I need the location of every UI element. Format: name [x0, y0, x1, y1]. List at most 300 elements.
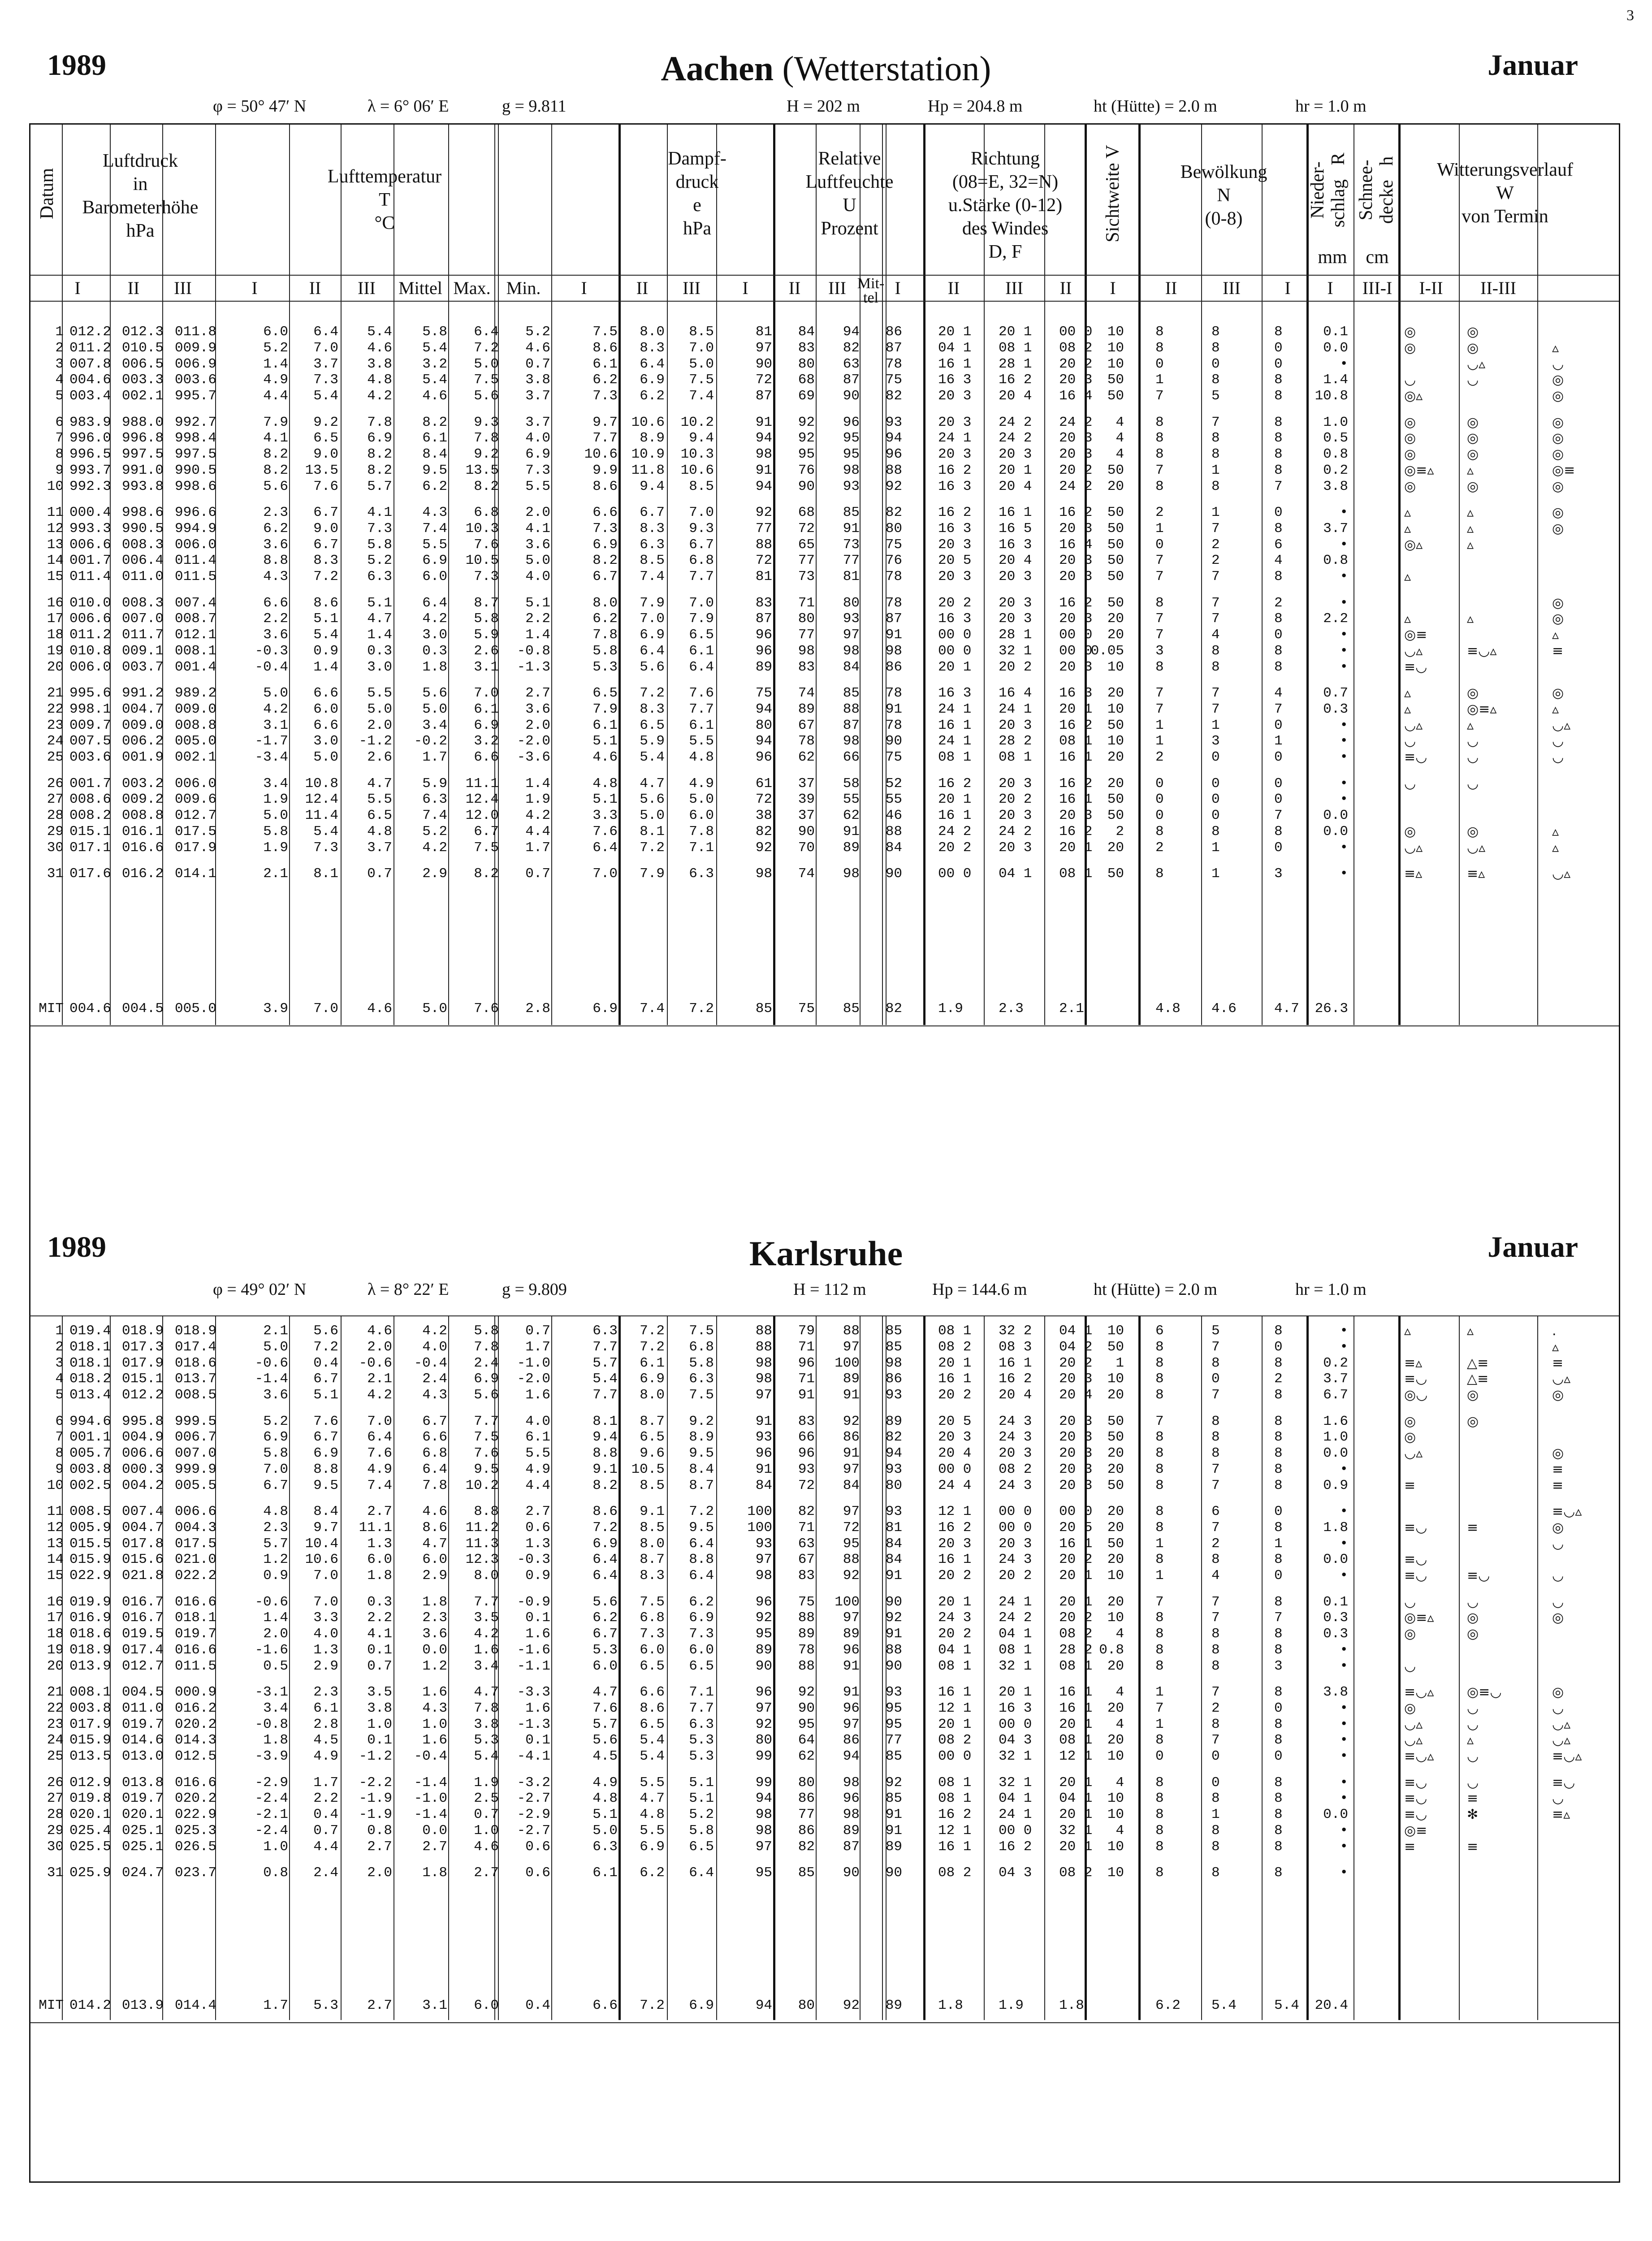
cell: 8.3 — [640, 340, 665, 356]
cell: 0 — [1211, 775, 1220, 792]
cell: 94 — [885, 1445, 902, 1462]
cell: 16 2 — [999, 372, 1032, 388]
cell: 91 — [885, 627, 902, 643]
cell: 7.3 — [367, 520, 392, 536]
cell: 0.6 — [525, 1865, 550, 1881]
cell: 014.2 — [69, 1998, 111, 2013]
cell: 62 — [843, 808, 860, 824]
cell: 2 — [1155, 749, 1164, 766]
cell: 5.4 — [313, 388, 338, 404]
cell: 2 — [1155, 505, 1164, 520]
row-date: 21 — [47, 685, 64, 701]
cell: 6.4 — [640, 643, 665, 659]
cell: 1 — [1274, 1536, 1283, 1552]
cell: 015.6 — [121, 1552, 164, 1568]
cell: ◡ — [1404, 775, 1416, 792]
cell: 4 — [1211, 1568, 1220, 1584]
cell: 77 — [885, 1732, 902, 1748]
data-row — [30, 659, 1619, 675]
cell: ◎ — [1552, 478, 1564, 494]
cell: 6.1 — [313, 1700, 338, 1716]
cell: -2.7 — [517, 1822, 550, 1839]
cell: 011.5 — [174, 569, 216, 585]
cell: ◎ — [1404, 1626, 1416, 1642]
row-date: 15 — [47, 1568, 64, 1584]
row-date: 9 — [55, 462, 64, 478]
cell: 995.7 — [174, 388, 216, 404]
cell: 1 — [1155, 1684, 1164, 1700]
cell: 16 2 — [1059, 595, 1093, 611]
cell: 80 — [843, 595, 860, 611]
latitude: φ = 50° 47′ N — [213, 97, 307, 116]
cell: 3.1 — [474, 659, 499, 675]
cell: 0.2 — [1323, 1355, 1348, 1371]
cell: 96 — [798, 1355, 815, 1371]
cell: 91 — [755, 1461, 772, 1477]
cell: ◎ — [1552, 430, 1564, 446]
cell: 3.8 — [1323, 1684, 1348, 1700]
cell: 6 — [1211, 1504, 1220, 1519]
unit-mm: mm — [1318, 247, 1347, 268]
cell: 97 — [843, 1461, 860, 1477]
cell: 16 1 — [1059, 792, 1093, 808]
cell: 20 3 — [1059, 553, 1093, 569]
cell: 3.7 — [367, 839, 392, 856]
cell: 16 2 — [938, 505, 972, 520]
cell: 1.0 — [367, 1716, 392, 1732]
cell: 019.7 — [121, 1791, 164, 1807]
row-date: 18 — [47, 627, 64, 643]
cell: 0.4 — [313, 1807, 338, 1823]
cell: 1.9 — [525, 792, 550, 808]
cell: 85 — [843, 685, 860, 701]
cell: 16 1 — [938, 1552, 972, 1568]
cell: 7.7 — [474, 1594, 499, 1610]
cell: 1 — [1211, 462, 1220, 478]
month: Januar — [1488, 1231, 1578, 1263]
cell: 5.1 — [592, 1807, 618, 1823]
cell: 004.5 — [121, 1684, 164, 1700]
cell: 6.6 — [263, 595, 288, 611]
cell: ◎ — [1552, 1610, 1564, 1626]
cell: 0.3 — [1323, 701, 1348, 717]
cell: 8 — [1274, 1445, 1283, 1462]
cell: ◎ — [1552, 1387, 1564, 1403]
cell: 019.7 — [174, 1626, 216, 1642]
cell: 1.0 — [422, 1716, 447, 1732]
cell: 87 — [885, 340, 902, 356]
cell: 08 2 — [1059, 340, 1093, 356]
cell: 7.0 — [592, 866, 618, 882]
cell: 007.4 — [121, 1504, 164, 1519]
cell: 92 — [843, 1568, 860, 1584]
cell: 4 — [1116, 1822, 1124, 1839]
cell: 010.0 — [69, 595, 111, 611]
cell: 019.9 — [69, 1594, 111, 1610]
data-row — [30, 537, 1619, 552]
cell: 90 — [798, 1700, 815, 1716]
cell: 3.8 — [367, 356, 392, 372]
cell: 7 — [1211, 595, 1220, 611]
cell: 10 — [1107, 324, 1124, 340]
cell: 6.8 — [474, 505, 499, 520]
cell: 0 — [1274, 717, 1283, 733]
cell: 5.2 — [367, 553, 392, 569]
cell: 20 2 — [1059, 1355, 1093, 1371]
cell: 004.5 — [121, 1001, 164, 1017]
cell: 8.2 — [367, 462, 392, 478]
cell: 6.6 — [474, 749, 499, 766]
row-date: 4 — [55, 372, 64, 388]
cell: 4.7 — [367, 775, 392, 792]
cell: ◡ — [1467, 372, 1479, 388]
cell: 85 — [798, 1865, 815, 1881]
cell: 025.1 — [121, 1822, 164, 1839]
cell: 24 3 — [999, 1429, 1032, 1445]
cell: 89 — [885, 1413, 902, 1429]
cell: 92 — [843, 1413, 860, 1429]
cell: 72 — [798, 520, 815, 536]
cell: 20 2 — [938, 1626, 972, 1642]
gravity: g = 9.811 — [502, 97, 567, 116]
cell: 998.4 — [174, 430, 216, 446]
cell: 4.2 — [367, 1387, 392, 1403]
subheader: I-II — [1419, 278, 1443, 298]
cell: 91 — [843, 823, 860, 839]
cell: 8 — [1211, 1839, 1220, 1855]
cell: 16 2 — [1059, 717, 1093, 733]
cell: 4.2 — [422, 839, 447, 856]
cell: 8.1 — [592, 1413, 618, 1429]
cell: ◎▵ — [1404, 388, 1423, 404]
cell: 08 1 — [999, 749, 1032, 766]
cell: 98 — [843, 866, 860, 882]
cell: 6.7 — [1323, 1387, 1348, 1403]
cell: 997.5 — [121, 446, 164, 463]
cell: 98 — [798, 643, 815, 659]
cell: 4.8 — [367, 823, 392, 839]
cell: 009.0 — [121, 717, 164, 733]
cell: 8.1 — [640, 823, 665, 839]
cell: • — [1340, 866, 1348, 882]
cell: 8 — [1274, 1477, 1283, 1493]
cell: 8.8 — [263, 553, 288, 569]
cell: 0 — [1155, 1748, 1164, 1765]
cell: 24 2 — [999, 430, 1032, 446]
cell: 1.2 — [263, 1552, 288, 1568]
data-row — [30, 685, 1619, 701]
cell: 7.6 — [474, 536, 499, 553]
cell: 007.4 — [174, 595, 216, 611]
cell: 66 — [843, 749, 860, 766]
row-date: 9 — [55, 1461, 64, 1477]
cell: 55 — [843, 792, 860, 808]
cell: 7.6 — [367, 1445, 392, 1462]
cell: 5.3 — [592, 659, 618, 675]
page-number: 3 — [1626, 7, 1634, 24]
cell: 2.6 — [474, 643, 499, 659]
cell: 5.5 — [640, 1822, 665, 1839]
cell: 5.1 — [367, 595, 392, 611]
data-row — [30, 1658, 1619, 1674]
row-date: 2 — [55, 340, 64, 356]
cell: 7 — [1274, 808, 1283, 824]
cell: 5.6 — [474, 1387, 499, 1403]
cell: ◎ — [1467, 324, 1479, 340]
header-luftdruck: Luftdruck in Barometerhöhe hPa — [82, 151, 199, 241]
cell: 00 0 — [1059, 324, 1093, 340]
cell: 16 2 — [938, 775, 972, 792]
cell: 2.4 — [313, 1865, 338, 1881]
cell: ▵ — [1552, 1339, 1559, 1355]
cell: 5.5 — [525, 1445, 550, 1462]
cell: 006.0 — [174, 536, 216, 553]
cell: ◎ — [1552, 1684, 1564, 1700]
cell: 20 1 — [938, 1594, 972, 1610]
row-date: 29 — [47, 1822, 64, 1839]
row-date: 8 — [55, 446, 64, 463]
cell: 00 0 — [938, 1748, 972, 1765]
cell: 7.7 — [592, 1339, 618, 1355]
cell: 7 — [1155, 1413, 1164, 1429]
cell: ◡ — [1552, 1594, 1564, 1610]
cell: ◡▵ — [1404, 1716, 1423, 1732]
data-row — [30, 553, 1619, 568]
cell: 8.7 — [640, 1413, 665, 1429]
row-date: 13 — [47, 536, 64, 553]
cell: 8.6 — [640, 1700, 665, 1716]
cell: 5.8 — [689, 1355, 714, 1371]
cell: 9.7 — [592, 414, 618, 430]
cell: 96 — [885, 446, 902, 463]
cell: 96 — [755, 1684, 772, 1700]
cell: 75 — [885, 749, 902, 766]
data-row — [30, 808, 1619, 823]
cell: 7.7 — [689, 569, 714, 585]
cell: 81 — [885, 1519, 902, 1536]
cell: 7.2 — [640, 1998, 665, 2013]
cell: 5.6 — [592, 1732, 618, 1748]
subheader: Mit- tel — [857, 275, 885, 306]
cell: 20 1 — [999, 462, 1032, 478]
cell: 0.8 — [1323, 553, 1348, 569]
row-date: 21 — [47, 1684, 64, 1700]
cell: 0.0 — [1323, 1552, 1348, 1568]
row-date: 15 — [47, 569, 64, 585]
cell: 2.2 — [367, 1610, 392, 1626]
cell: 75 — [798, 1001, 815, 1017]
cell: 8.0 — [640, 324, 665, 340]
cell: 5.4 — [474, 1748, 499, 1765]
cell: 37 — [798, 775, 815, 792]
cell: 50 — [1107, 1477, 1124, 1493]
cell: ▵ — [1552, 340, 1559, 356]
data-row — [30, 1732, 1619, 1748]
cell: • — [1340, 1700, 1348, 1716]
cell: ≡◡ — [1404, 749, 1427, 766]
station-name: Aachen — [661, 49, 774, 88]
cell: 3.7 — [525, 388, 550, 404]
cell: ≡ — [1467, 1519, 1479, 1536]
cell: 74 — [798, 866, 815, 882]
cell: 6.9 — [592, 536, 618, 553]
cell: 8 — [1155, 1339, 1164, 1355]
cell: -1.1 — [517, 1658, 550, 1674]
cell: 992.7 — [174, 414, 216, 430]
subheader: I — [742, 278, 748, 298]
cell: 4.0 — [525, 569, 550, 585]
data-row — [30, 718, 1619, 733]
cell: 7 — [1155, 569, 1164, 585]
cell: 88 — [755, 1323, 772, 1339]
cell: 988.0 — [121, 414, 164, 430]
data-row — [30, 1520, 1619, 1535]
cell: 5.5 — [525, 478, 550, 494]
cell: 7.2 — [640, 1323, 665, 1339]
cell: -2.0 — [517, 1371, 550, 1387]
cell: 16 2 — [999, 1839, 1032, 1855]
data-row — [30, 372, 1619, 387]
cell: 004.2 — [121, 1477, 164, 1493]
cell: 012.3 — [121, 324, 164, 340]
cell: 90 — [798, 478, 815, 494]
cell: 7.3 — [640, 1626, 665, 1642]
row-date: 25 — [47, 1748, 64, 1765]
cell: ▵ — [1467, 520, 1474, 536]
cell: 018.9 — [121, 1323, 164, 1339]
cell: 7.2 — [474, 340, 499, 356]
cell: 9.2 — [313, 414, 338, 430]
cell: 20 1 — [1059, 839, 1093, 856]
cell: ◡ — [1404, 733, 1416, 749]
cell: 4.6 — [367, 1001, 392, 1017]
cell: ◡▵ — [1552, 866, 1571, 882]
cell: 11.2 — [465, 1519, 499, 1536]
cell: 8.9 — [689, 1429, 714, 1445]
cell: 6.1 — [689, 643, 714, 659]
subheader: III-I — [1362, 278, 1393, 298]
subheader: III — [1005, 278, 1023, 298]
cell: 013.4 — [69, 1387, 111, 1403]
cell: 9.9 — [592, 462, 618, 478]
cell: 5.4 — [640, 749, 665, 766]
cell: ▵ — [1467, 536, 1474, 553]
cell: 7 — [1211, 1477, 1220, 1493]
cell: 04 3 — [999, 1865, 1032, 1881]
cell: ▵ — [1467, 1323, 1474, 1339]
cell: 5.0 — [263, 685, 288, 701]
cell: 7.2 — [689, 1504, 714, 1519]
cell: 0 — [1155, 808, 1164, 824]
cell: ▵ — [1467, 611, 1474, 627]
cell: 20 3 — [999, 1536, 1032, 1552]
cell: 7.8 — [592, 627, 618, 643]
cell: 7.0 — [689, 340, 714, 356]
cell: 20 1 — [999, 1684, 1032, 1700]
cell: 82 — [885, 1429, 902, 1445]
cell: 7.3 — [592, 388, 618, 404]
cell: ◎ — [1404, 478, 1416, 494]
cell: 90 — [755, 356, 772, 372]
cell: 0.7 — [367, 866, 392, 882]
cell: 004.7 — [121, 701, 164, 717]
cell: 16 1 — [1059, 1684, 1093, 1700]
cell: 10.5 — [465, 553, 499, 569]
cell: 8 — [1274, 1716, 1283, 1732]
cell: 1 — [1211, 717, 1220, 733]
cell: ▵ — [1404, 520, 1411, 536]
cell: 005.0 — [174, 733, 216, 749]
cell: 8 — [1155, 1461, 1164, 1477]
cell: 7 — [1211, 414, 1220, 430]
cell: ◎◡ — [1404, 1387, 1428, 1403]
cell: 16 2 — [1059, 775, 1093, 792]
cell: 5.7 — [592, 1716, 618, 1732]
cell: 1.8 — [263, 1732, 288, 1748]
cell: 85 — [843, 1001, 860, 1017]
cell: 7 — [1211, 1461, 1220, 1477]
cell: 89 — [843, 1371, 860, 1387]
cell: 20 3 — [938, 446, 972, 463]
cell: 94 — [755, 478, 772, 494]
row-date: 30 — [47, 1839, 64, 1855]
cell: 6.4 — [474, 324, 499, 340]
cell: • — [1340, 1536, 1348, 1552]
cell: 20 — [1107, 1461, 1124, 1477]
cell: 20 3 — [938, 536, 972, 553]
cell: 6.2 — [640, 1865, 665, 1881]
cell: 007.8 — [69, 356, 111, 372]
cell: 011.0 — [121, 569, 164, 585]
cell: 97 — [755, 340, 772, 356]
cell: 018.6 — [69, 1626, 111, 1642]
row-date: 14 — [47, 1552, 64, 1568]
cell: 8.0 — [640, 1387, 665, 1403]
cell: ◡▵ — [1404, 1732, 1423, 1748]
cell: 20 — [1107, 478, 1124, 494]
row-date: 16 — [47, 1594, 64, 1610]
cell: 5.0 — [422, 1001, 447, 1017]
cell: 8 — [1155, 324, 1164, 340]
cell: 7.6 — [474, 1001, 499, 1017]
data-row — [30, 1642, 1619, 1657]
cell: 4.2 — [367, 388, 392, 404]
cell: 5.6 — [422, 685, 447, 701]
cell: 5.0 — [525, 553, 550, 569]
height: H = 202 m — [787, 97, 860, 116]
cell: 5.4 — [592, 1371, 618, 1387]
cell: 3.5 — [367, 1684, 392, 1700]
cell: 006.7 — [174, 1429, 216, 1445]
cell: ◎ — [1467, 1626, 1479, 1642]
cell: 8 — [1274, 1429, 1283, 1445]
cell: 6.2 — [592, 611, 618, 627]
cell: ≡◡ — [1404, 1371, 1427, 1387]
cell: 017.9 — [69, 1716, 111, 1732]
cell: 8 — [1155, 659, 1164, 675]
cell: 8.8 — [474, 1504, 499, 1519]
cell: 0.1 — [1323, 324, 1348, 340]
cell: ◎≡ — [1552, 462, 1575, 478]
cell: 20 1 — [938, 792, 972, 808]
cell: -2.7 — [517, 1791, 550, 1807]
cell: 2.8 — [313, 1716, 338, 1732]
cell: ≡▵ — [1404, 1355, 1423, 1371]
row-date: 24 — [47, 733, 64, 749]
cell: 6.9 — [422, 553, 447, 569]
cell: 2.0 — [525, 505, 550, 520]
cell: 20 1 — [1059, 1568, 1093, 1584]
